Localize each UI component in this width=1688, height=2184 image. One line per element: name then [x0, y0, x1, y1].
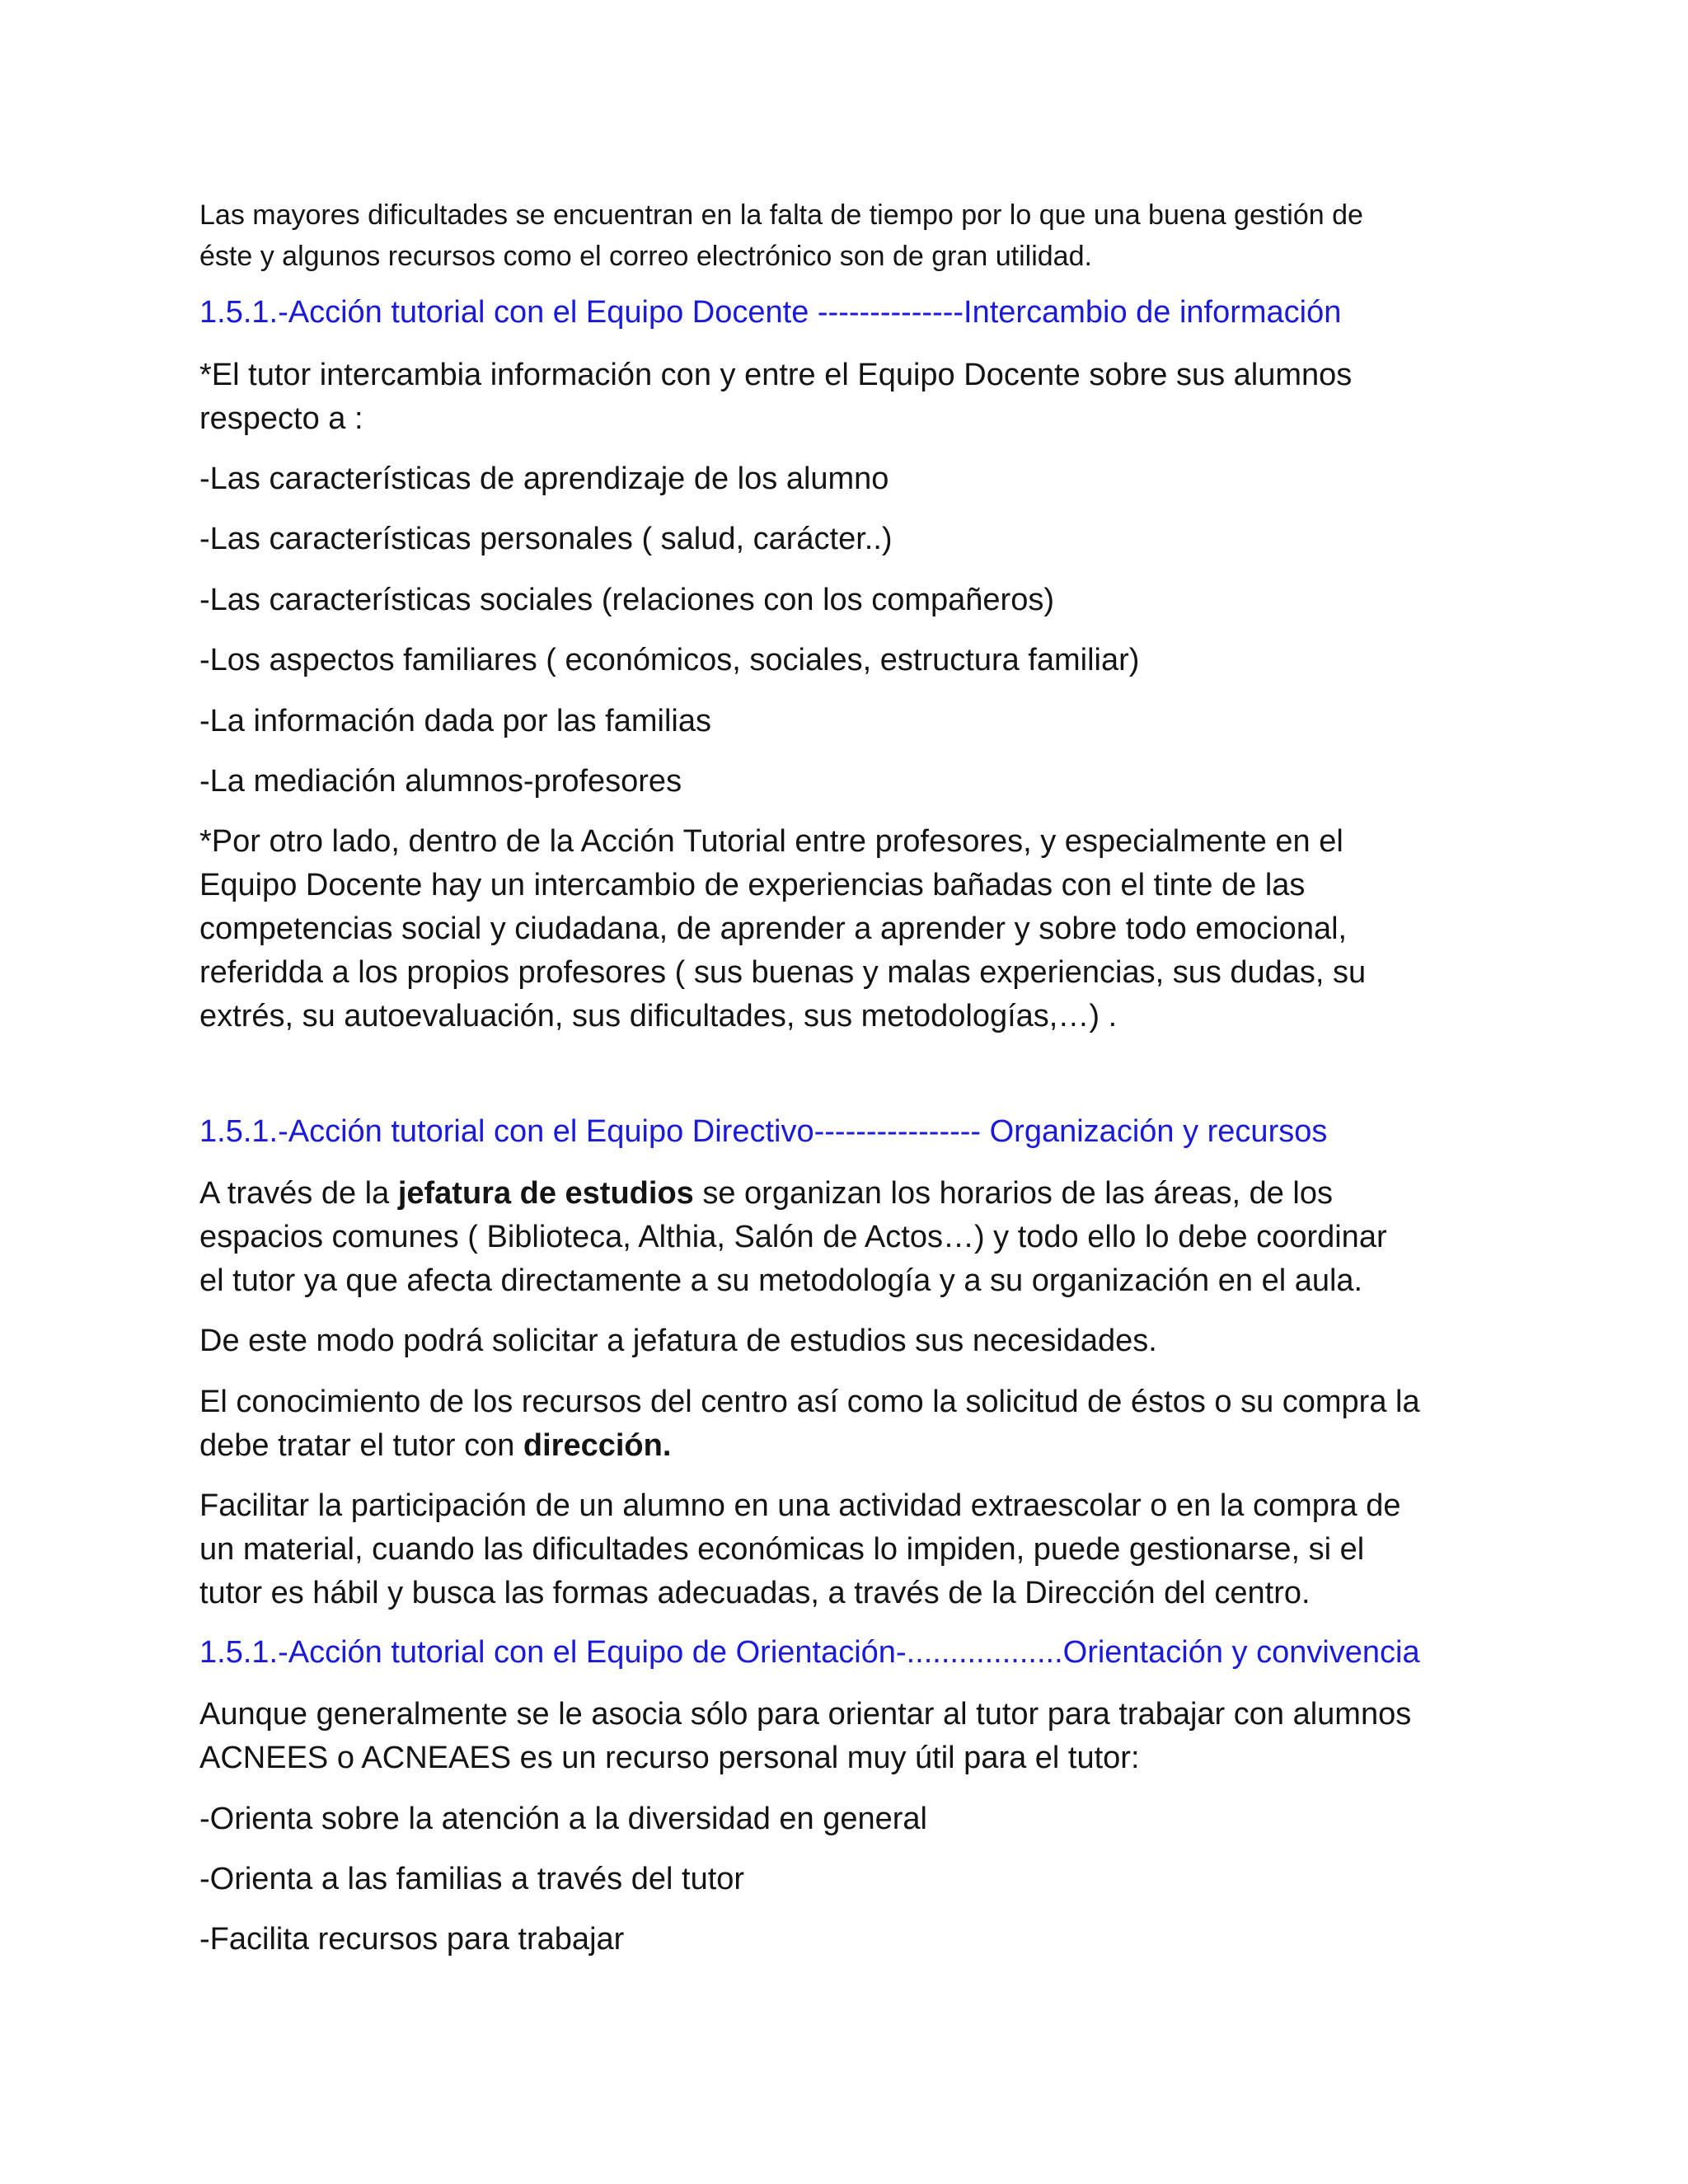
- paragraph-line: *Por otro lado, dentro de la Acción Tutorial entre profesores, y especialmente en el: [199, 824, 1343, 859]
- paragraph-line: referidda a los propios profesores ( sus buenas y malas experiencias, sus dudas, su: [199, 955, 1367, 990]
- list-item: -La información dada por las familias: [199, 704, 711, 738]
- paragraph-line: Facilitar la participación de un alumno en una actividad extraescolar o en la compra de: [199, 1488, 1401, 1523]
- paragraph-text: debe tratar el tutor con: [199, 1428, 523, 1463]
- paragraph-text: A través de la: [199, 1176, 398, 1211]
- list-item: -Facilita recursos para trabajar: [199, 1922, 625, 1957]
- paragraph-line: un material, cuando las dificultades económicas lo impiden, puede gestionarse, si el: [199, 1532, 1365, 1567]
- intro-line-2: éste y algunos recursos como el correo electrónico son de gran utilidad.: [199, 241, 1092, 272]
- list-item: -La mediación alumnos-profesores: [199, 764, 682, 799]
- list-item: -Las características personales ( salud, carácter..): [199, 522, 893, 556]
- list-item: -Orienta sobre la atención a la diversidad en general: [199, 1802, 927, 1836]
- paragraph-line: espacios comunes ( Biblioteca, Althia, Salón de Actos…) y todo ello lo debe coordinar: [199, 1220, 1387, 1254]
- docente-intro-paragraph: [199, 354, 1502, 441]
- docente-intro-line-2: respecto a :: [199, 401, 363, 436]
- orientacion-intro-paragraph: [199, 1693, 1502, 1780]
- directivo-paragraph-3: [199, 1380, 1502, 1468]
- heading-equipo-docente: 1.5.1.-Acción tutorial con el Equipo Docente --------------Intercambio de información: [199, 295, 1342, 330]
- docente-intro-line-1: *El tutor intercambia información con y entre el Equipo Docente sobre sus alumnos: [199, 358, 1353, 392]
- intro-paragraph: [199, 194, 1502, 277]
- paragraph-text: se organizan los horarios de las áreas, de los: [693, 1176, 1334, 1211]
- heading-equipo-directivo: 1.5.1.-Acción tutorial con el Equipo Directivo---------------- Organización y recursos: [199, 1114, 1328, 1149]
- list-item: -Las características sociales (relaciones con los compañeros): [199, 583, 1054, 617]
- docente-experiences-paragraph: [199, 820, 1502, 1038]
- paragraph-line: extrés, su autoevaluación, sus dificultades, sus metodologías,…) .: [199, 999, 1118, 1033]
- heading-equipo-orientacion: 1.5.1.-Acción tutorial con el Equipo de Orientación-..................Orientación y convivencia: [199, 1635, 1420, 1670]
- paragraph-line: competencias social y ciudadana, de aprender a aprender y sobre todo emocional,: [199, 912, 1348, 946]
- list-item: -Las características de aprendizaje de los alumno: [199, 462, 889, 496]
- paragraph-line: El conocimiento de los recursos del centro así como la solicitud de éstos o su compra la: [199, 1385, 1420, 1419]
- directivo-paragraph-1: [199, 1172, 1502, 1303]
- list-item: -Los aspectos familiares ( económicos, sociales, estructura familiar): [199, 643, 1140, 677]
- bold-text: dirección.: [523, 1428, 672, 1463]
- directivo-paragraph-4: [199, 1484, 1502, 1615]
- paragraph-line: Equipo Docente hay un intercambio de experiencias bañadas con el tinte de las: [199, 868, 1306, 902]
- list-item: -Orienta a las familias a través del tutor: [199, 1862, 745, 1896]
- paragraph-line: tutor es hábil y busca las formas adecuadas, a través de la Dirección del centro.: [199, 1576, 1311, 1610]
- orientacion-intro-line-2: ACNEES o ACNEAES es un recurso personal muy útil para el tutor:: [199, 1741, 1140, 1775]
- directivo-paragraph-2: De este modo podrá solicitar a jefatura de estudios sus necesidades.: [199, 1324, 1157, 1358]
- bold-text: jefatura de estudios: [397, 1176, 694, 1211]
- orientacion-intro-line-1: Aunque generalmente se le asocia sólo para orientar al tutor para trabajar con alumnos: [199, 1697, 1412, 1732]
- paragraph-line: el tutor ya que afecta directamente a su metodología y a su organización en el aula.: [199, 1263, 1363, 1298]
- intro-line-1: Las mayores dificultades se encuentran en la falta de tiempo por lo que una buena gestión de: [199, 199, 1363, 231]
